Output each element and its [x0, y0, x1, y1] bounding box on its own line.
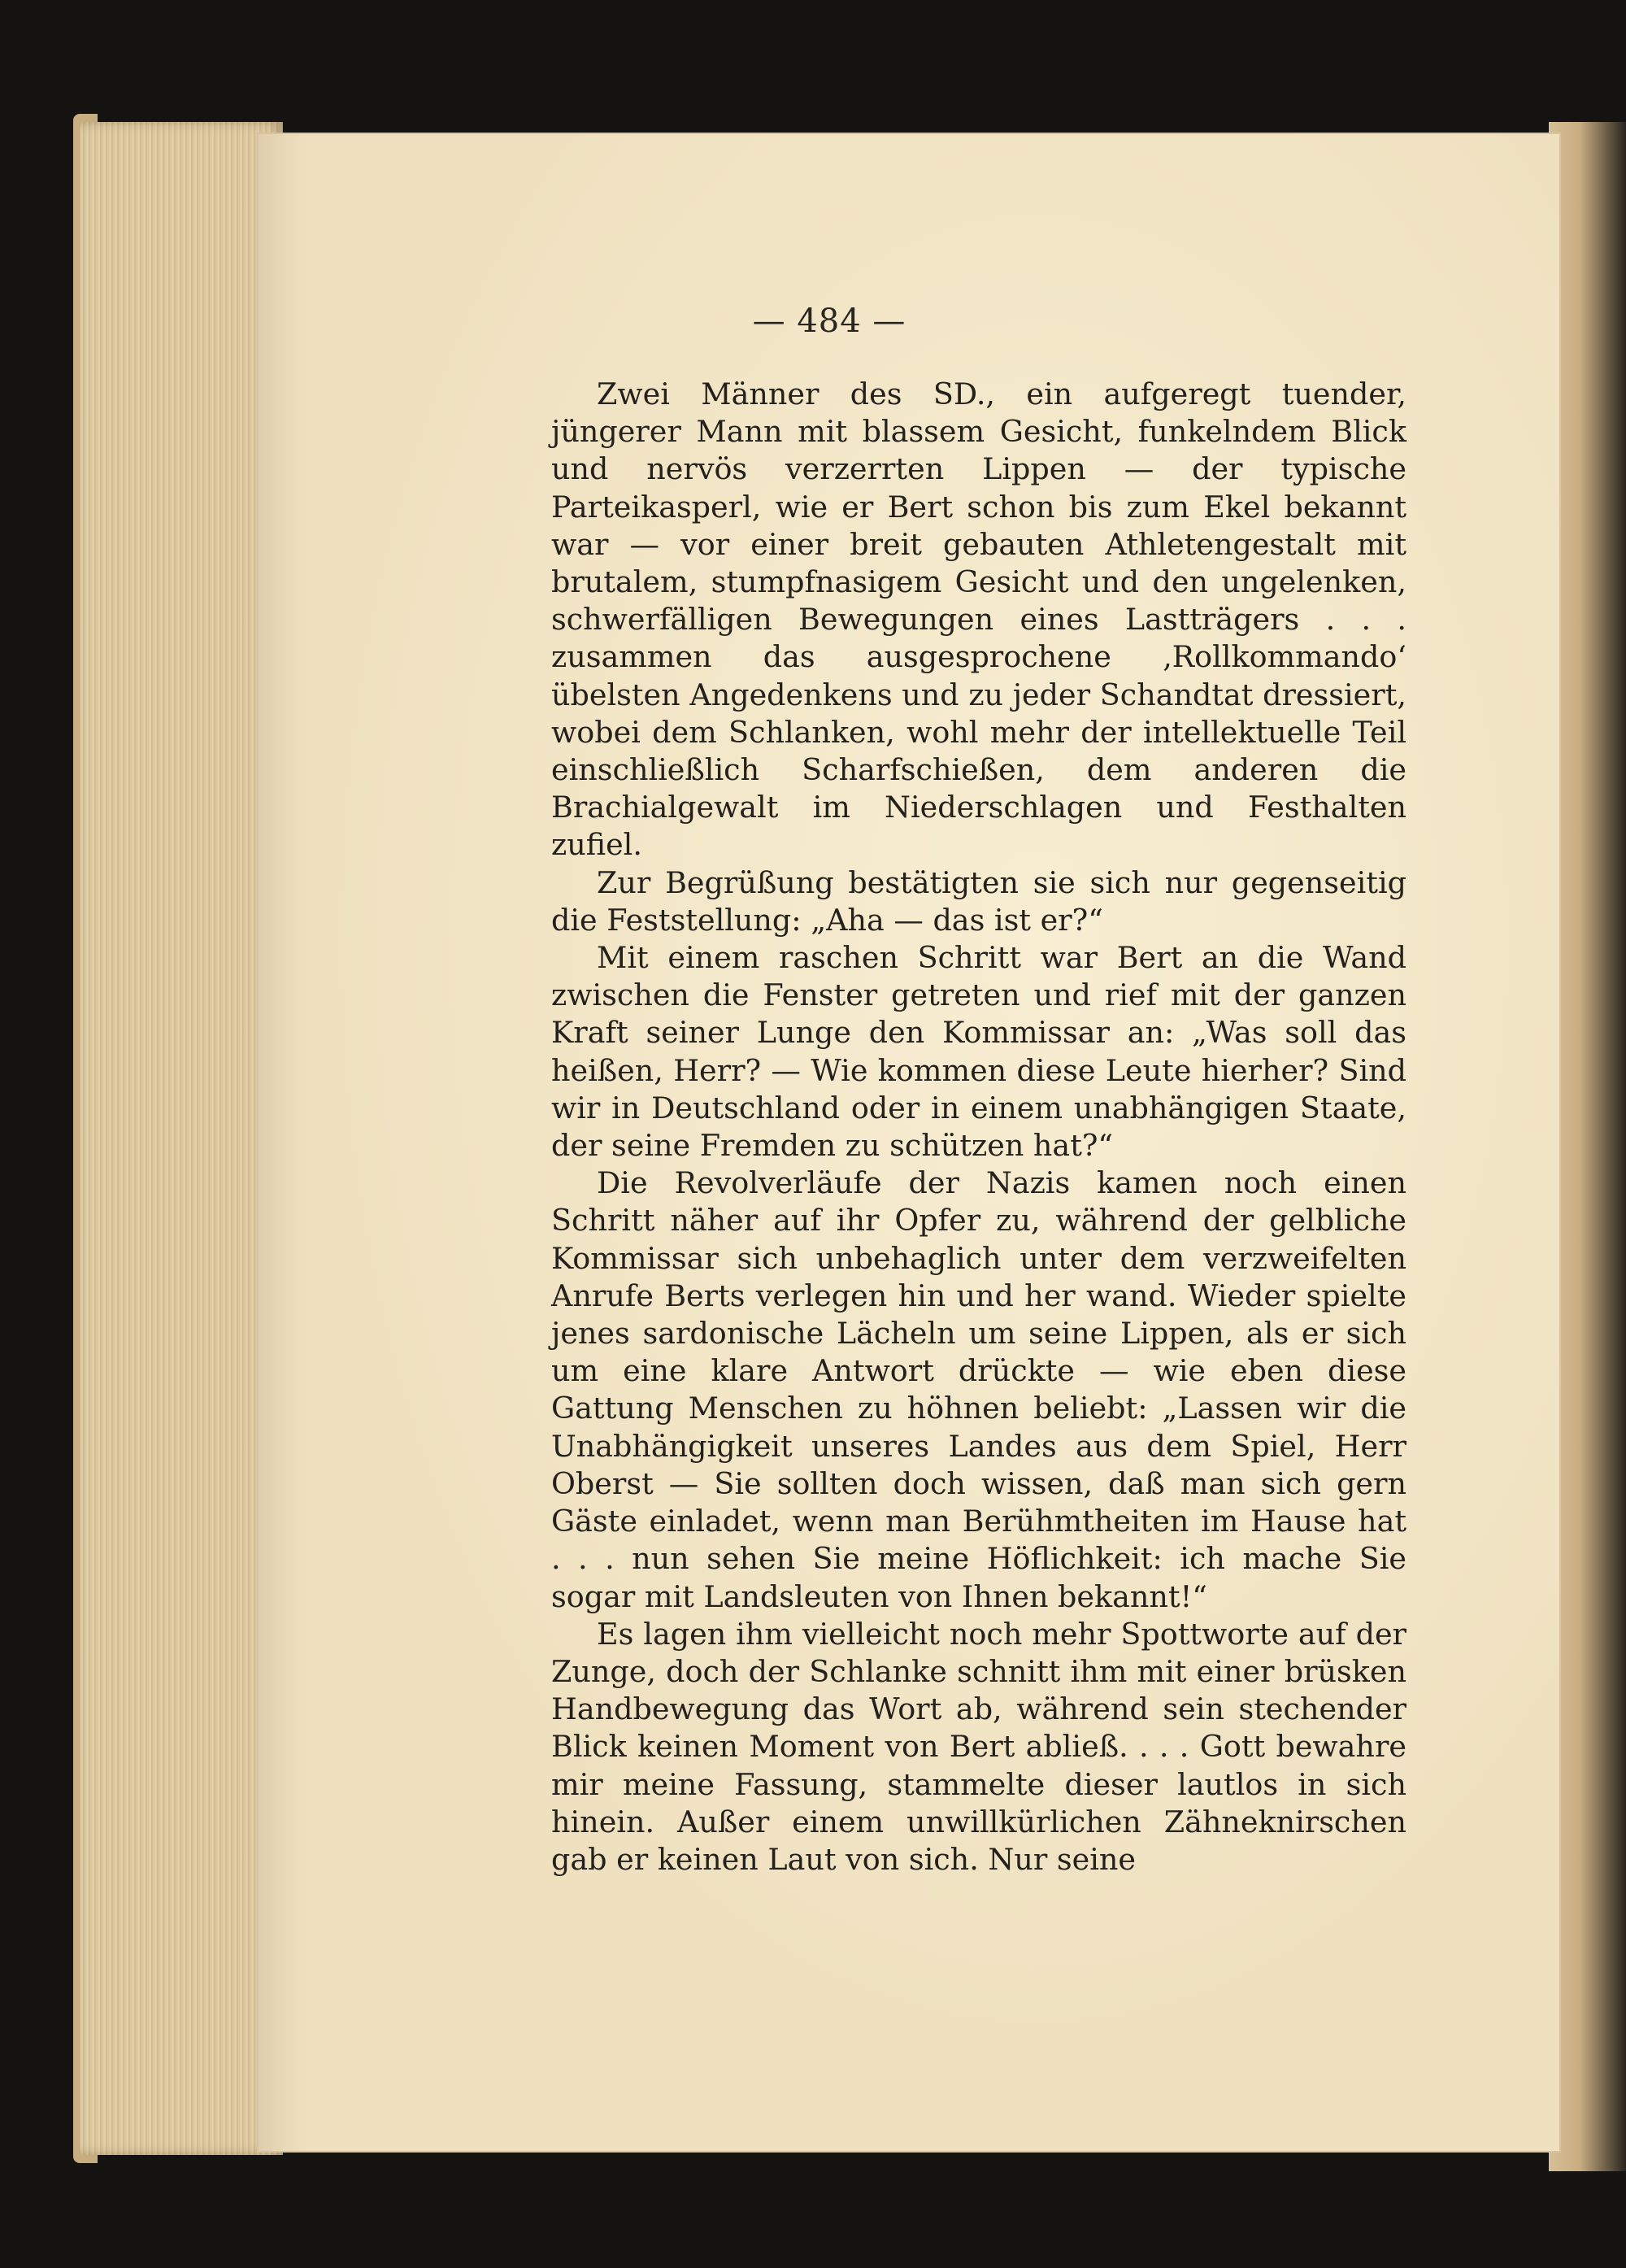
paragraph: Die Revolverläufe der Nazis kamen noch einen Schritt näher auf ihr Opfer zu, während der gelbliche Kommissar sich unbehaglich unter dem verzweifelten Anrufe Berts verlegen hin und her wand. Wieder spielte jenes sardonische Lächeln um seine Lippen, als er sich um eine klare Antwort drückte — wie eben diese Gattung Menschen zu höhnen beliebt: „Lassen wir die Unabhängigkeit unseres Landes aus dem Spiel, Herr Oberst — Sie sollten doch wissen, daß man sich gern Gäste einladet, wenn man Berühmtheiten im Hause hat . . . nun sehen Sie meine Höflichkeit: ich mache Sie sogar mit Landsleuten von Ihnen bekannt!“: [551, 1165, 1406, 1614]
paragraph: Zur Begrüßung bestätigten sie sich nur gegenseitig die Feststellung: „Aha — das ist er?“: [551, 864, 1406, 938]
paragraph: Es lagen ihm vielleicht noch mehr Spottworte auf der Zunge, doch der Schlanke schnitt ihm mit einer brüsken Handbewegung das Wort ab, während sein stechender Blick keinen Moment von Bert abließ. . . . Gott bewahre mir meine Fassung, stammelte dieser lautlos in sich hinein. Außer einem unwillkürlichen Zähneknirschen gab er keinen Laut von sich. Nur seine: [551, 1616, 1406, 1877]
page-edges-stack: [80, 122, 283, 2155]
page-number: — 484 —: [752, 303, 906, 340]
body-text: [551, 376, 1406, 1878]
paragraph: Zwei Männer des SD., ein aufgeregt tuender, jüngerer Mann mit blassem Gesicht, funkelndem Blick und nervös verzerrten Lippen — der typische Parteikasperl, wie er Bert schon bis zum Ekel bekannt war — vor einer breit gebauten Athletengestalt mit brutalem, stumpfnasigem Gesicht und den ungelenken, schwerfälligen Bewegungen eines Lastträgers . . . zusammen das ausgesprochene ‚Rollkommando‘ übelsten Angedenkens und zu jeder Schandtat dressiert, wobei dem Schlanken, wohl mehr der intellektuelle Teil einschließlich Scharfschießen, dem anderen die Brachialgewalt im Niederschlagen und Festhalten zufiel.: [551, 377, 1406, 863]
paragraph: Mit einem raschen Schritt war Bert an die Wand zwischen die Fenster getreten und rief mit der ganzen Kraft seiner Lunge den Kommissar an: „Was soll das heißen, Herr? — Wie kommen diese Leute hierher? Sind wir in Deutschland oder in einem unabhängigen Staate, der seine Fremden zu schützen hat?“: [551, 940, 1406, 1164]
right-page-edge: [1549, 122, 1626, 2171]
